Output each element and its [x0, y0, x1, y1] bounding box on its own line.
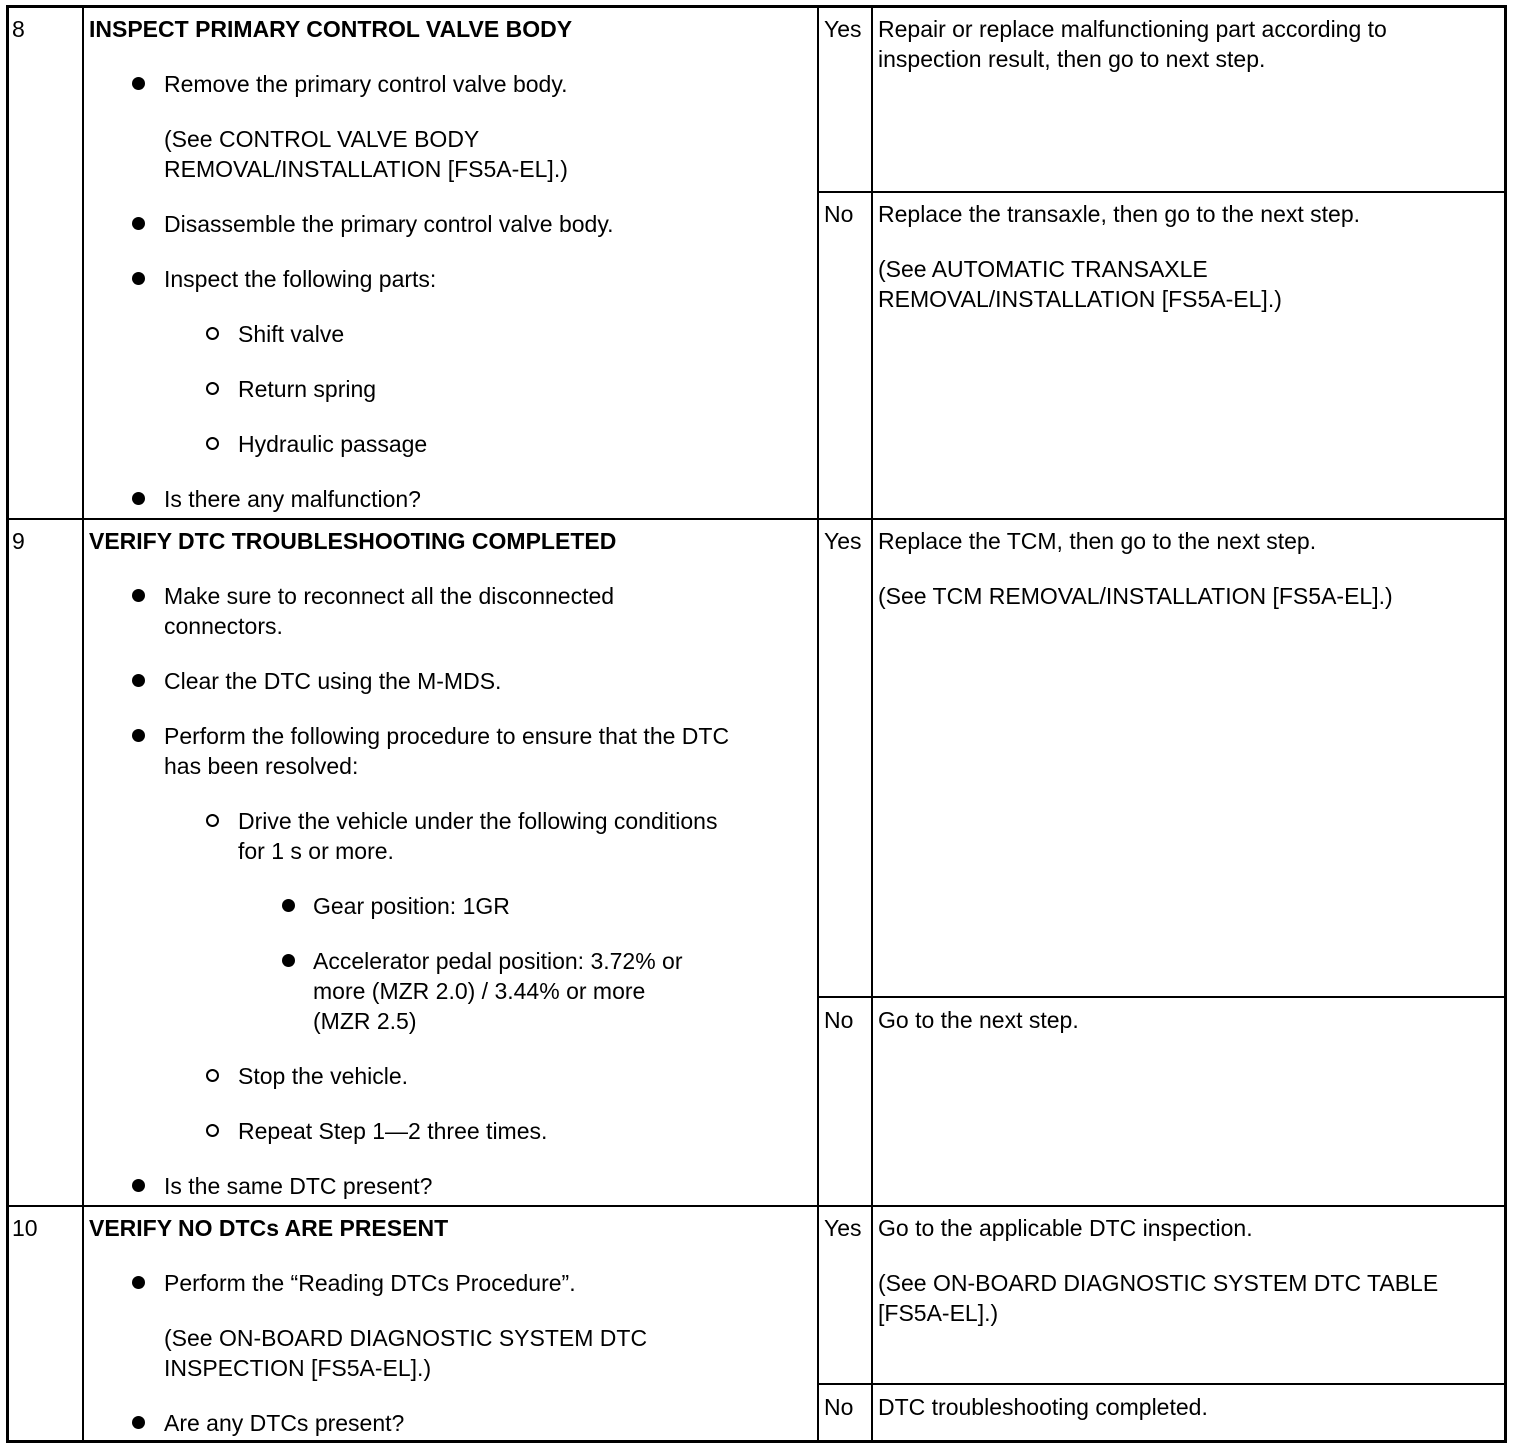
column-divider [817, 5, 819, 1443]
instruction: Remove the primary control valve body. [164, 71, 568, 97]
bullet-icon [132, 729, 145, 742]
bullet-icon [132, 492, 145, 505]
step-title: INSPECT PRIMARY CONTROL VALVE BODY [89, 16, 573, 42]
reference-note: REMOVAL/INSTALLATION [FS5A-EL].) [164, 156, 568, 182]
condition-item: Accelerator pedal position: 3.72% or [313, 948, 683, 974]
sub-item: for 1 s or more. [238, 838, 394, 864]
reference-note: (See AUTOMATIC TRANSAXLE [878, 256, 1208, 282]
yes-action: inspection result, then go to next step. [878, 46, 1266, 72]
yes-action: Go to the applicable DTC inspection. [878, 1215, 1253, 1241]
reference-note: (See CONTROL VALVE BODY [164, 126, 480, 152]
reference-note: (See ON-BOARD DIAGNOSTIC SYSTEM DTC [164, 1325, 648, 1351]
yes-no-divider [818, 1383, 1507, 1385]
yes-no-divider [818, 996, 1507, 998]
sub-item: Repeat Step 1—2 three times. [238, 1118, 548, 1144]
bullet-icon [282, 899, 295, 912]
sub-item: Stop the vehicle. [238, 1063, 409, 1089]
sub-item: Drive the vehicle under the following conditions [238, 808, 718, 834]
bullet-icon [132, 217, 145, 230]
row-divider [6, 518, 1507, 520]
question: Is the same DTC present? [164, 1173, 433, 1199]
instruction: Perform the “Reading DTCs Procedure”. [164, 1270, 576, 1296]
condition-item: (MZR 2.5) [313, 1008, 417, 1034]
circle-bullet-icon [206, 437, 219, 450]
sub-item: Shift valve [238, 321, 345, 347]
reference-note: REMOVAL/INSTALLATION [FS5A-EL].) [878, 286, 1282, 312]
condition-item: more (MZR 2.0) / 3.44% or more [313, 978, 646, 1004]
circle-bullet-icon [206, 382, 219, 395]
no-label: No [824, 1394, 854, 1420]
no-action: Replace the transaxle, then go to the next step. [878, 201, 1361, 227]
circle-bullet-icon [206, 1069, 219, 1082]
bullet-icon [132, 77, 145, 90]
column-divider [82, 5, 84, 1443]
step-title: VERIFY NO DTCs ARE PRESENT [89, 1215, 449, 1241]
column-divider [871, 5, 873, 1443]
no-label: No [824, 1007, 854, 1033]
yes-label: Yes [824, 1215, 862, 1241]
instruction: Make sure to reconnect all the disconnected [164, 583, 615, 609]
yes-no-divider [818, 191, 1507, 193]
sub-item: Return spring [238, 376, 377, 402]
bullet-icon [132, 1276, 145, 1289]
instruction: Clear the DTC using the M-MDS. [164, 668, 502, 694]
bullet-icon [132, 1179, 145, 1192]
step-number: 9 [12, 528, 25, 554]
circle-bullet-icon [206, 327, 219, 340]
instruction: Disassemble the primary control valve body. [164, 211, 614, 237]
no-action: Go to the next step. [878, 1007, 1079, 1033]
step-number: 10 [12, 1215, 38, 1241]
bullet-icon [132, 674, 145, 687]
reference-note: (See TCM REMOVAL/INSTALLATION [FS5A-EL].) [878, 583, 1393, 609]
instruction: Inspect the following parts: [164, 266, 437, 292]
reference-note: [FS5A-EL].) [878, 1300, 999, 1326]
circle-bullet-icon [206, 814, 219, 827]
condition-item: Gear position: 1GR [313, 893, 510, 919]
sub-item: Hydraulic passage [238, 431, 428, 457]
bullet-icon [132, 1416, 145, 1429]
reference-note: INSPECTION [FS5A-EL].) [164, 1355, 432, 1381]
question: Are any DTCs present? [164, 1410, 405, 1436]
yes-action: Replace the TCM, then go to the next step. [878, 528, 1317, 554]
step-title: VERIFY DTC TROUBLESHOOTING COMPLETED [89, 528, 617, 554]
instruction: connectors. [164, 613, 283, 639]
yes-label: Yes [824, 16, 862, 42]
bullet-icon [132, 589, 145, 602]
no-action: DTC troubleshooting completed. [878, 1394, 1208, 1420]
yes-label: Yes [824, 528, 862, 554]
question: Is there any malfunction? [164, 486, 421, 512]
circle-bullet-icon [206, 1124, 219, 1137]
step-number: 8 [12, 16, 25, 42]
bullet-icon [132, 272, 145, 285]
yes-action: Repair or replace malfunctioning part according to [878, 16, 1387, 42]
bullet-icon [282, 954, 295, 967]
no-label: No [824, 201, 854, 227]
row-divider [6, 1205, 1507, 1207]
instruction: Perform the following procedure to ensure that the DTC [164, 723, 730, 749]
reference-note: (See ON-BOARD DIAGNOSTIC SYSTEM DTC TABLE [878, 1270, 1439, 1296]
instruction: has been resolved: [164, 753, 359, 779]
